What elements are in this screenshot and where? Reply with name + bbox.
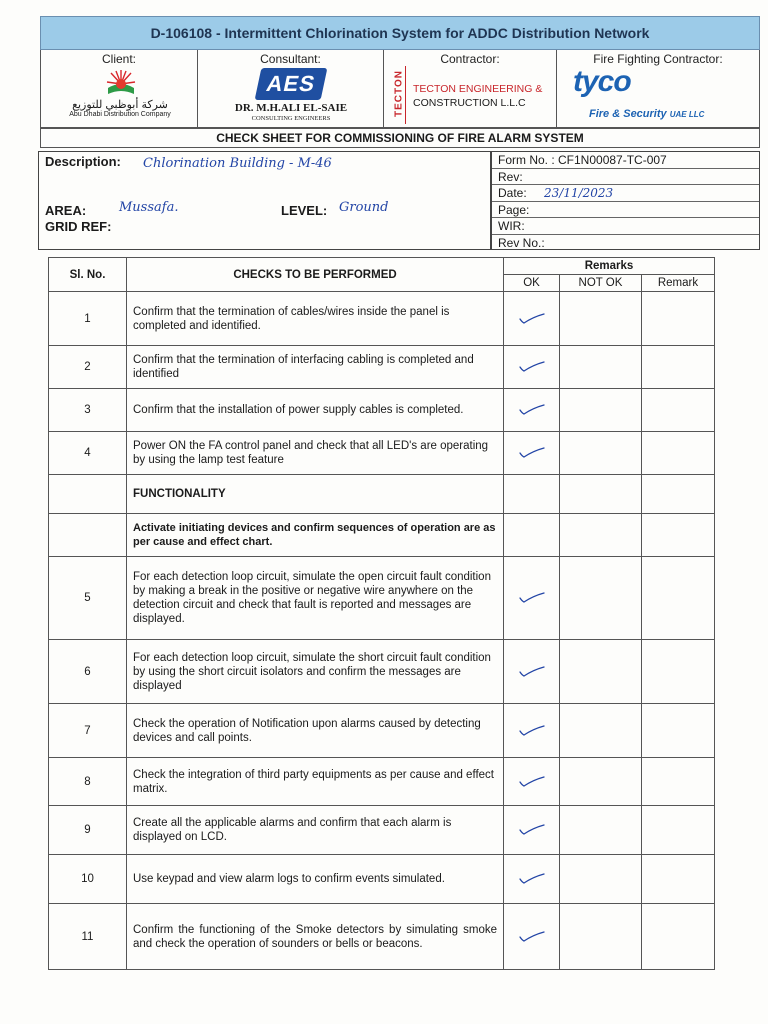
sheet-title: CHECK SHEET FOR COMMISSIONING OF FIRE ALARM SYSTEM — [40, 128, 760, 148]
row-ok-cell — [504, 640, 560, 704]
contractor-name: TECTON ENGINEERING & — [413, 83, 543, 95]
row-check-text: For each detection loop circuit, simulate the open circuit fault condition by making a break in the positive or negative wire anywhere on the detection circuit and check that fault is reported and messages are displayed. — [127, 557, 504, 640]
table-row — [49, 806, 715, 855]
row-check-text: Confirm that the termination of interfacing cabling is completed and identified — [127, 346, 504, 389]
form-rev-no: Rev No.: — [498, 235, 545, 250]
form-page: Page: — [492, 202, 759, 219]
row-sl-no: 6 — [49, 640, 127, 704]
col-remarks: Remarks — [504, 258, 715, 275]
row-remark-cell — [642, 904, 715, 970]
table-row — [49, 346, 715, 389]
row-check-text: Check the operation of Notification upon alarms caused by detecting devices and call points. — [127, 704, 504, 758]
row-check-text: Check the integration of third party equipments as per cause and effect matrix. — [127, 758, 504, 806]
consultant-subtitle: CONSULTING ENGINEERS — [251, 115, 331, 122]
row-not-ok-cell — [560, 806, 642, 855]
checks-body — [49, 292, 715, 970]
description-box — [38, 151, 491, 250]
fire-contractor-cell — [557, 50, 760, 128]
checkmark-icon — [517, 359, 547, 375]
row-sl-no: 7 — [49, 704, 127, 758]
row-remark-cell — [642, 640, 715, 704]
row-remark-cell — [642, 346, 715, 389]
checkmark-icon — [517, 590, 547, 606]
row-ok-cell — [504, 704, 560, 758]
table-row — [49, 855, 715, 904]
consultant-label: Consultant: — [260, 52, 321, 66]
row-sl-no: 3 — [49, 389, 127, 432]
consultant-name: DR. M.H.ALI EL-SAIE — [234, 102, 348, 114]
row-remark-cell — [642, 432, 715, 475]
date-value: 23/11/2023 — [544, 186, 614, 200]
row-check-text: Activate initiating devices and confirm sequences of operation are as per cause and effect chart. — [127, 514, 504, 557]
tyco-subtitle — [589, 108, 704, 120]
row-remark-cell — [642, 806, 715, 855]
row-sl-no: 9 — [49, 806, 127, 855]
table-row — [49, 432, 715, 475]
row-check-text: Confirm that the installation of power supply cables is completed. — [127, 389, 504, 432]
row-ok-cell — [504, 514, 560, 557]
row-sl-no — [49, 475, 127, 514]
row-sl-no: 4 — [49, 432, 127, 475]
contractor-cell — [384, 50, 557, 128]
checkmark-icon — [517, 929, 547, 945]
level-label: LEVEL: — [281, 203, 328, 218]
form-info-box — [491, 151, 760, 250]
row-sl-no — [49, 514, 127, 557]
tecton-logo-text: TECTON — [393, 70, 405, 117]
checkmark-icon — [517, 822, 547, 838]
checkmark-icon — [517, 723, 547, 739]
table-row — [49, 557, 715, 640]
table-row — [49, 904, 715, 970]
row-check-text: Use keypad and view alarm logs to confirm events simulated. — [127, 855, 504, 904]
table-row — [49, 758, 715, 806]
row-not-ok-cell — [560, 346, 642, 389]
table-row — [49, 640, 715, 704]
row-ok-cell — [504, 904, 560, 970]
row-remark-cell — [642, 758, 715, 806]
checkmark-icon — [517, 774, 547, 790]
row-ok-cell — [504, 475, 560, 514]
table-row — [49, 292, 715, 346]
row-remark-cell — [642, 855, 715, 904]
client-label: Client: — [101, 52, 136, 66]
row-ok-cell — [504, 292, 560, 346]
row-check-text: For each detection loop circuit, simulate the short circuit fault condition by using the short circuit isolators and confirm the messages are displayed — [127, 640, 504, 704]
table-row — [49, 389, 715, 432]
row-ok-cell — [504, 758, 560, 806]
form-wir: WIR: — [492, 218, 759, 235]
row-sl-no: 10 — [49, 855, 127, 904]
row-not-ok-cell — [560, 514, 642, 557]
contractor-name-line2: CONSTRUCTION L.L.C — [413, 97, 526, 109]
row-check-text: Power ON the FA control panel and check that all LED's are operating by using the lamp test feature — [127, 432, 504, 475]
row-not-ok-cell — [560, 640, 642, 704]
row-remark-cell — [642, 389, 715, 432]
tyco-subtitle-text: Fire & Security — [589, 108, 667, 120]
table-row — [49, 475, 715, 514]
col-checks: CHECKS TO BE PERFORMED — [127, 258, 504, 292]
row-sl-no: 5 — [49, 557, 127, 640]
client-name-arabic: شركة أبوظبي للتوزيع — [72, 99, 168, 111]
row-ok-cell — [504, 557, 560, 640]
row-check-text: FUNCTIONALITY — [127, 475, 504, 514]
row-remark-cell — [642, 292, 715, 346]
description-value: Chlorination Building - M-46 — [143, 156, 332, 171]
row-not-ok-cell — [560, 432, 642, 475]
row-not-ok-cell — [560, 389, 642, 432]
row-not-ok-cell — [560, 475, 642, 514]
row-not-ok-cell — [560, 292, 642, 346]
tyco-subtitle-small: UAE LLC — [669, 110, 705, 119]
contractor-name-line1 — [413, 83, 542, 95]
col-ok: OK — [504, 275, 560, 292]
checks-table — [48, 257, 715, 970]
aes-logo: AES — [255, 68, 328, 100]
fire-contractor-label: Fire Fighting Contractor: — [593, 52, 723, 66]
form-rev: Rev: — [492, 169, 759, 186]
row-remark-cell — [642, 704, 715, 758]
form-date-row — [492, 185, 759, 202]
consultant-cell — [198, 50, 384, 128]
contractor-label: Contractor: — [440, 52, 500, 66]
row-not-ok-cell — [560, 704, 642, 758]
row-check-text: Create all the applicable alarms and confirm that each alarm is displayed on LCD. — [127, 806, 504, 855]
row-check-text: Confirm the functioning of the Smoke detectors by simulating smoke and check the operation of sounders or bells or beacons. — [127, 904, 504, 970]
tyco-logo: tyco — [573, 65, 631, 98]
col-sl-no: Sl. No. — [49, 258, 127, 292]
addc-logo-icon — [105, 68, 137, 98]
row-ok-cell — [504, 346, 560, 389]
row-remark-cell — [642, 557, 715, 640]
table-row — [49, 704, 715, 758]
checkmark-icon — [517, 402, 547, 418]
area-value: Mussafa. — [119, 200, 179, 215]
row-sl-no: 2 — [49, 346, 127, 389]
description-label: Description: — [45, 154, 121, 169]
checkmark-icon — [517, 445, 547, 461]
row-ok-cell — [504, 855, 560, 904]
area-label: AREA: — [45, 203, 87, 218]
row-not-ok-cell — [560, 758, 642, 806]
date-label: Date: — [498, 186, 527, 200]
row-sl-no: 11 — [49, 904, 127, 970]
level-value: Ground — [339, 200, 389, 215]
row-ok-cell — [504, 806, 560, 855]
grid-ref-label: GRID REF: — [45, 219, 112, 234]
tecton-logo — [392, 66, 406, 124]
row-ok-cell — [504, 389, 560, 432]
row-not-ok-cell — [560, 855, 642, 904]
row-sl-no: 8 — [49, 758, 127, 806]
row-remark-cell — [642, 475, 715, 514]
table-row — [49, 514, 715, 557]
row-ok-cell — [504, 432, 560, 475]
form-number: Form No. : CF1N00087-TC-007 — [492, 152, 759, 169]
checkmark-icon — [517, 311, 547, 327]
row-check-text: Confirm that the termination of cables/wires inside the panel is completed and identified. — [127, 292, 504, 346]
row-not-ok-cell — [560, 904, 642, 970]
checkmark-icon — [517, 664, 547, 680]
client-cell — [40, 50, 198, 128]
row-remark-cell — [642, 514, 715, 557]
col-not-ok: NOT OK — [560, 275, 642, 292]
client-name: Abu Dhabi Distribution Company — [69, 111, 171, 118]
row-sl-no: 1 — [49, 292, 127, 346]
project-banner: D-106108 - Intermittent Chlorination System for ADDC Distribution Network — [40, 16, 760, 50]
col-remark: Remark — [642, 275, 715, 292]
row-not-ok-cell — [560, 557, 642, 640]
checkmark-icon — [517, 871, 547, 887]
